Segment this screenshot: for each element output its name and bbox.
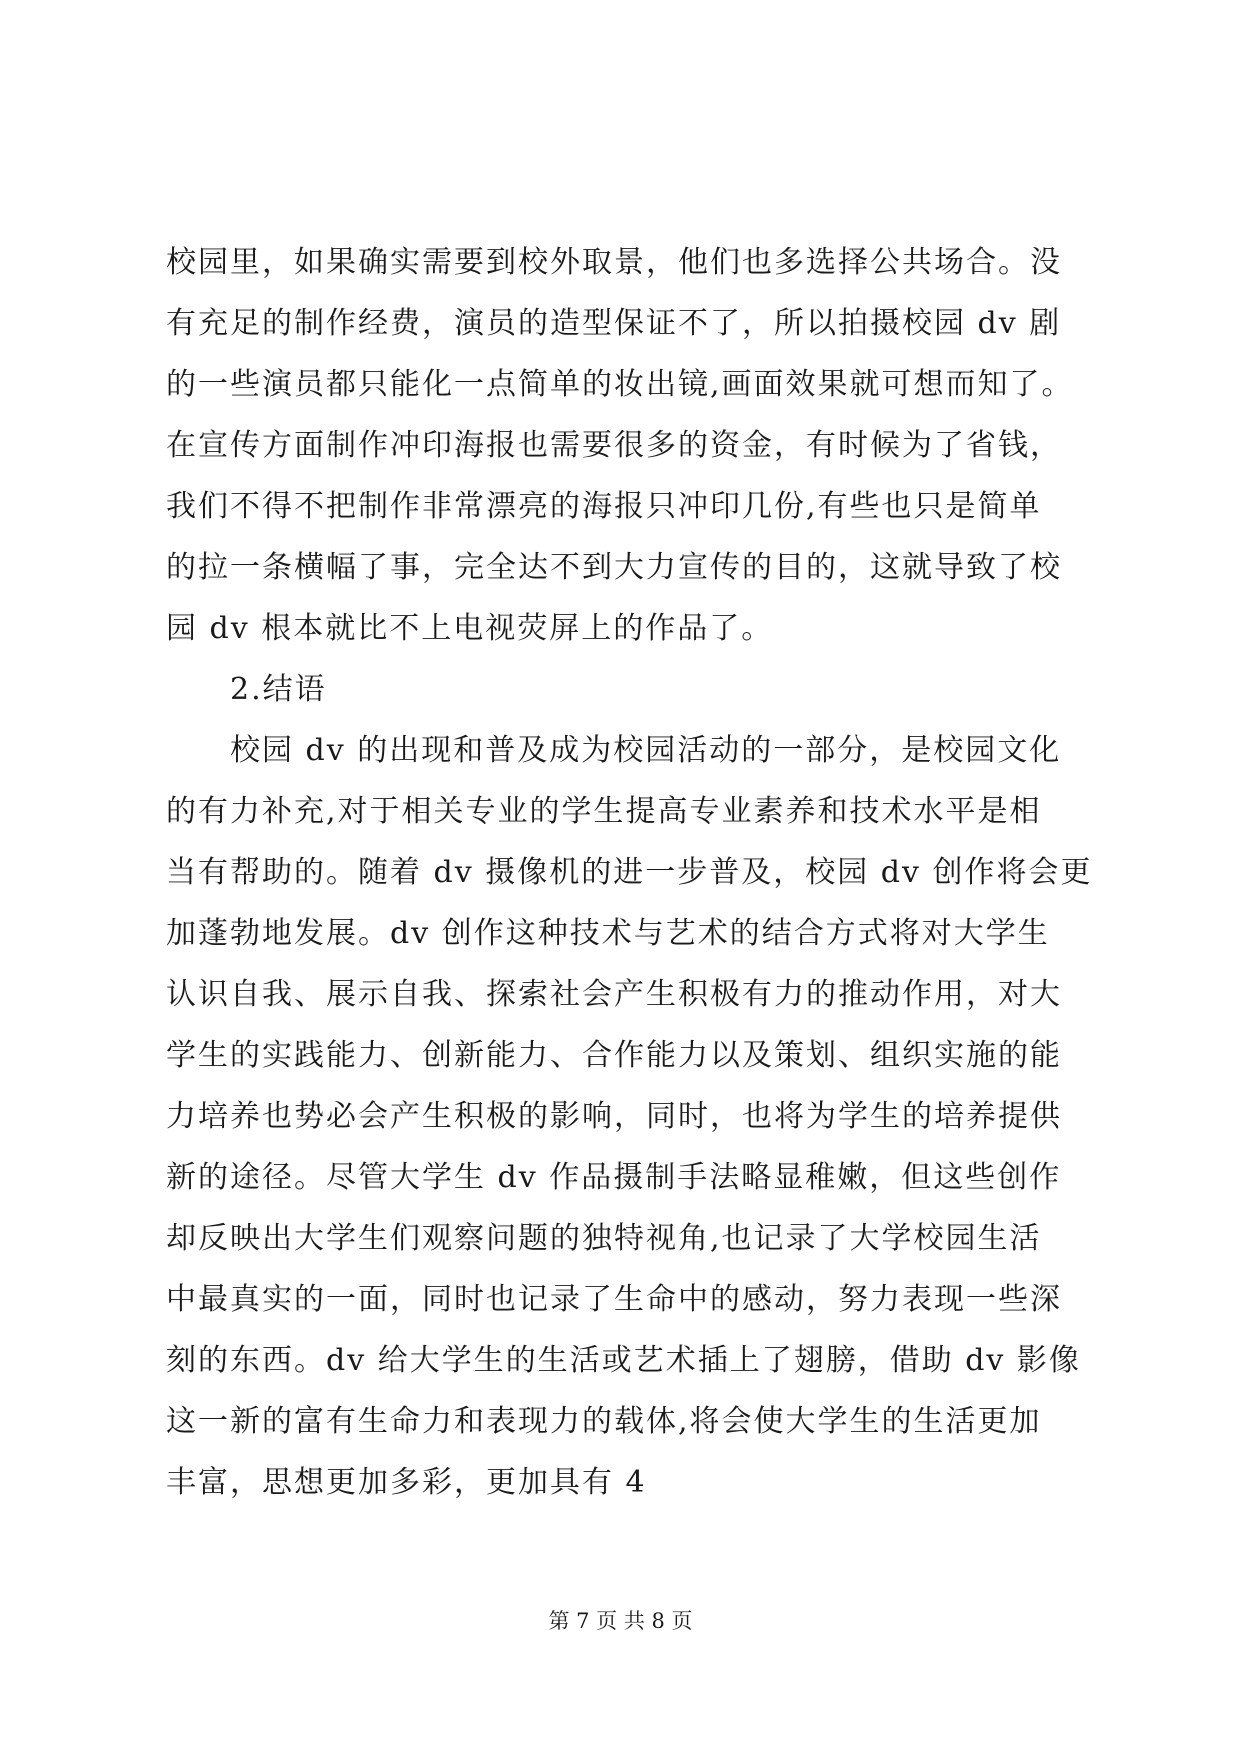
conclusion-line: 这一新的富有生命力和表现力的载体,将会使大学生的生活更加 [166, 1404, 1042, 1439]
conclusion-line: 校园 dv 的出现和普及成为校园活动的一部分，是校园文化 [230, 733, 1062, 768]
conclusion-line: 中最真实的一面，同时也记录了生命中的感动，努力表现一些深 [166, 1282, 1062, 1317]
paragraph-line: 的拉一条横幅了事，完全达不到大力宣传的目的，这就导致了校 [166, 550, 1062, 585]
section-heading: 2.结语 [230, 672, 327, 707]
paragraph-line: 的一些演员都只能化一点简单的妆出镜,画面效果就可想而知了。 [166, 367, 1074, 402]
conclusion-line: 认识自我、展示自我、探索社会产生积极有力的推动作用，对大 [166, 977, 1062, 1012]
conclusion-line: 新的途径。尽管大学生 dv 作品摄制手法略显稚嫩，但这些创作 [166, 1160, 1062, 1195]
conclusion-line: 刻的东西。dv 给大学生的生活或艺术插上了翅膀，借助 dv 影像 [166, 1343, 1081, 1378]
conclusion-line: 丰富，思想更加多彩，更加具有 4 [166, 1465, 647, 1500]
conclusion-line: 加蓬勃地发展。dv 创作这种技术与艺术的结合方式将对大学生 [166, 916, 1050, 951]
document-body [166, 232, 1106, 1513]
paragraph-line: 校园里，如果确实需要到校外取景，他们也多选择公共场合。没 [166, 245, 1062, 280]
paragraph-line: 有充足的制作经费，演员的造型保证不了，所以拍摄校园 dv 剧 [166, 306, 1062, 341]
conclusion-line: 的有力补充,对于相关专业的学生提高专业素养和技术水平是相 [166, 794, 1042, 829]
conclusion-line: 却反映出大学生们观察问题的独特视角,也记录了大学校园生活 [166, 1221, 1042, 1256]
paragraph-line: 在宣传方面制作冲印海报也需要很多的资金，有时候为了省钱， [166, 428, 1062, 463]
page-footer: 第 7 页 共 8 页 [548, 1609, 693, 1633]
paragraph-line: 我们不得不把制作非常漂亮的海报只冲印几份,有些也只是简单 [166, 489, 1042, 524]
paragraph-line: 园 dv 根本就比不上电视荧屏上的作品了。 [166, 611, 774, 646]
conclusion-line: 力培养也势必会产生积极的影响，同时，也将为学生的培养提供 [166, 1099, 1062, 1134]
conclusion-line: 当有帮助的。随着 dv 摄像机的进一步普及，校园 dv 创作将会更 [166, 855, 1093, 890]
conclusion-line: 学生的实践能力、创新能力、合作能力以及策划、组织实施的能 [166, 1038, 1062, 1073]
